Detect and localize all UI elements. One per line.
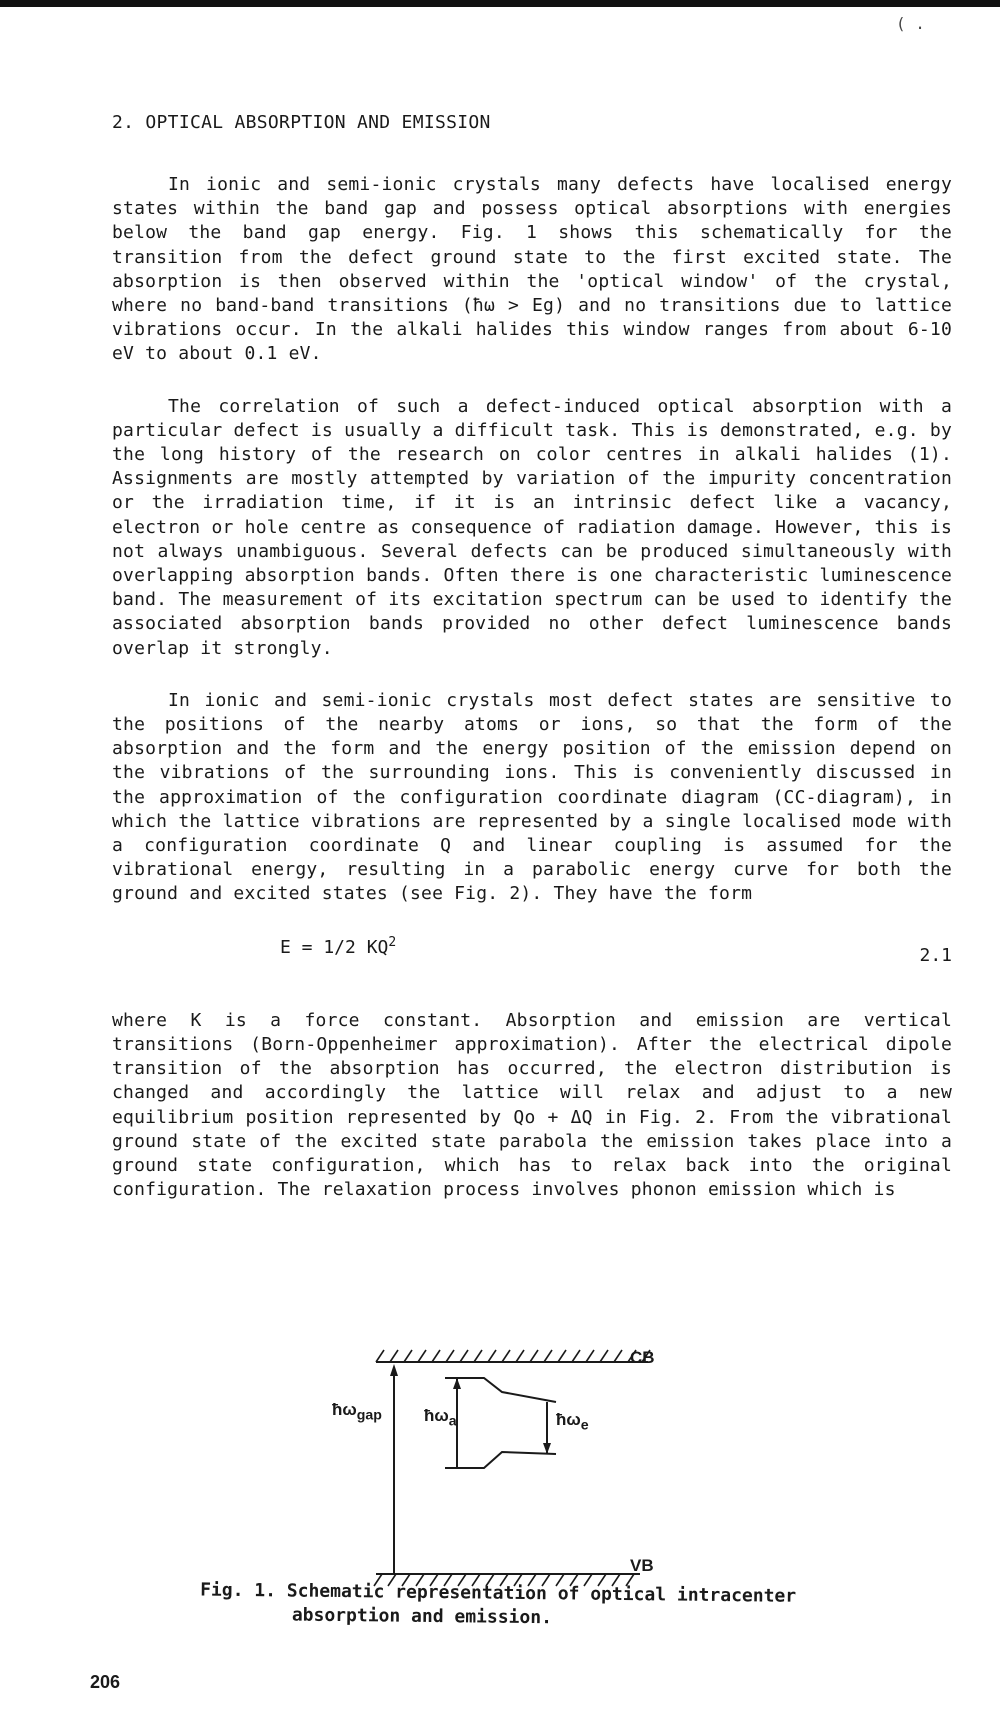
band-diagram-svg — [360, 1348, 680, 1588]
equation-number: 2.1 — [919, 944, 952, 966]
ground-state-level — [445, 1452, 556, 1468]
corner-mark: ( . — [896, 14, 925, 33]
absorption-energy-symbol: ħω — [424, 1406, 449, 1425]
cb-hatching — [376, 1350, 650, 1362]
caption-line-2: absorption and emission. — [291, 1604, 553, 1629]
section-heading: 2. OPTICAL ABSORPTION AND EMISSION — [112, 112, 491, 133]
emission-energy-label — [556, 1410, 589, 1433]
emission-arrowhead — [543, 1443, 551, 1454]
paragraph-3: In ionic and semi-ionic crystals most defect states are sensitive to the positions of the nearby atoms or ions, so that the form of the absorption and the form and the energy position of the emission depend on the vibrations of the surrounding ions. This is conveniently discussed in the approximation of the configuration coordinate diagram (CC-diagram), in which the lattice vibrations are represented by a single localised mode with a configuration coordinate Q and linear coupling is assumed for the vibrational energy, resulting in a parabolic energy curve for both the ground and excited states (see Fig. 2). They have the form — [112, 689, 952, 905]
gap-energy-label — [332, 1400, 382, 1423]
cb-label: CB — [630, 1348, 655, 1367]
figure-1-caption — [200, 1579, 860, 1634]
gap-energy-subscript: gap — [356, 1407, 382, 1424]
equation-body — [280, 935, 396, 958]
equation-text: E = 1/2 KQ — [280, 936, 389, 958]
absorption-energy-label — [424, 1406, 457, 1429]
vb-label: VB — [630, 1556, 654, 1575]
absorption-arrowhead — [453, 1378, 461, 1389]
page-body — [112, 112, 952, 1230]
paragraph-4: where K is a force constant. Absorption and emission are vertical transitions (Born-Oppenheimer approximation). After the electrical dipole transition of the absorption has occurred, the electron distribution is changed and accordingly the lattice will relax and adjust to a new equilibrium position represented by Qo + ΔQ in Fig. 2. From the vibrational ground state of the excited state parabola the emission takes place into a ground state configuration, which has to relax back into the original configuration. The relaxation process involves phonon emission which is — [112, 1009, 952, 1201]
absorption-energy-subscript: a — [448, 1413, 457, 1430]
equation-2-1 — [112, 927, 952, 979]
equation-exponent: 2 — [388, 934, 397, 950]
excited-state-level — [445, 1378, 556, 1402]
paragraph-2: The correlation of such a defect-induced optical absorption with a particular defect is usually a difficult task. This is demonstrated, e.g. by the long history of the research on color centres in alkali halides (1). Assignments are mostly attempted by variation of the impurity concentration or the irradiation time, if it is an intrinsic defect like a vacancy, electron or hole centre as consequence of radiation damage. However, this is not always unambiguous. Several defects can be produced simultaneously with overlapping absorption bands. Often there is one characteristic luminescence band. The measurement of its excitation spectrum can be used to identify the associated absorption bands provided no other defect luminescence bands overlap it strongly. — [112, 395, 952, 659]
emission-energy-symbol: ħω — [556, 1410, 581, 1429]
gap-arrowhead — [390, 1364, 398, 1376]
page-top-border — [0, 0, 1000, 7]
page-number: 206 — [90, 1672, 121, 1692]
caption-line-1: Fig. 1. Schematic representation of optical intracenter — [200, 1579, 797, 1607]
emission-energy-subscript: e — [580, 1417, 589, 1434]
gap-energy-symbol: ħω — [332, 1400, 357, 1419]
paragraph-1: In ionic and semi-ionic crystals many defects have localised energy states within the band gap and possess optical absorptions with energies below the band gap energy. Fig. 1 shows this schematically for the transition from the defect ground state to the first excited state. The absorption is then observed within the 'optical window' of the crystal, where no band-band transitions (ħω > Eg) and no transitions due to lattice vibrations occur. In the alkali halides this window ranges from about 6-10 eV to about 0.1 eV. — [112, 174, 952, 365]
